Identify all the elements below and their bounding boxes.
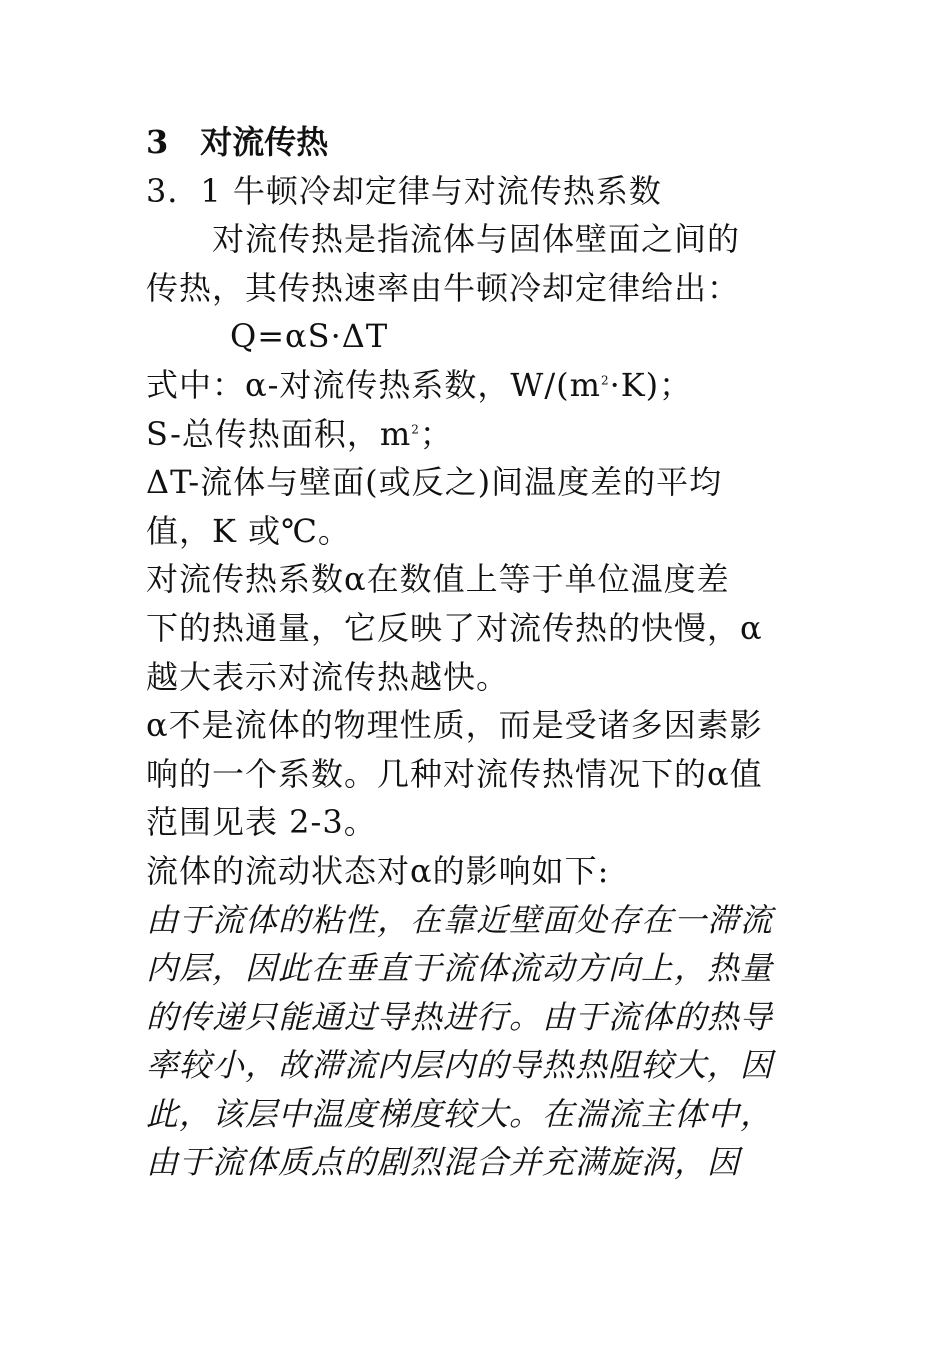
document-body (146, 118, 810, 1187)
italic-paragraph-line-4: 率较小，故滞流内层内的导热热阻较大，因 (146, 1046, 774, 1085)
definition-delta-t-line-1: ΔT-流体与壁面(或反之)间温度差的平均 (146, 463, 723, 502)
intro-line-2: 传热，其传热速率由牛顿冷却定律给出： (146, 268, 741, 307)
section-heading: 3 对流传热 (146, 123, 329, 161)
paragraph-2-line-3: 范围见表 2-3。 (146, 803, 377, 842)
italic-paragraph-line-5: 此，该层中温度梯度较大。在湍流主体中， (146, 1094, 774, 1133)
definition-alpha-text: 式中：α-对流传热系数，W/(m (146, 365, 601, 404)
intro-line-1: 对流传热是指流体与固体壁面之间的 (212, 220, 741, 259)
definition-alpha (146, 361, 810, 410)
definition-area-text: S-总传热面积，m (146, 414, 412, 453)
definition-alpha-exponent: 2 (600, 373, 610, 388)
definition-delta-t-line-2: 值，K 或℃。 (146, 511, 351, 550)
italic-paragraph-line-1: 由于流体的粘性，在靠近壁面处存在一滞流 (146, 900, 774, 939)
italic-paragraph-line-2: 内层，因此在垂直于流体流动方向上，热量 (146, 949, 774, 988)
paragraph-2-line-1: α不是流体的物理性质，而是受诸多因素影 (146, 706, 763, 745)
definition-alpha-unit-end: ·K)； (609, 365, 693, 404)
definition-area-end: ； (419, 414, 453, 453)
paragraph-1-line-3: 越大表示对流传热越快。 (146, 657, 510, 696)
subsection-heading: 3．1 牛顿冷却定律与对流传热系数 (146, 171, 662, 210)
paragraph-1-line-2: 下的热通量，它反映了对流传热的快慢，α (146, 608, 763, 647)
italic-paragraph-line-6: 由于流体质点的剧烈混合并充满旋涡，因 (146, 1143, 741, 1182)
paragraph-2-line-2: 响的一个系数。几种对流传热情况下的α值 (146, 754, 763, 793)
newton-cooling-formula: Q=αS·ΔT (230, 317, 389, 356)
definition-area-exponent: 2 (411, 421, 420, 436)
definition-area (146, 410, 810, 459)
paragraph-3: 流体的流动状态对α的影响如下: (146, 851, 610, 890)
italic-paragraph-line-3: 的传递只能通过导热进行。由于流体的热导 (146, 997, 774, 1036)
paragraph-1-line-1: 对流传热系数α在数值上等于单位温度差 (146, 560, 730, 599)
